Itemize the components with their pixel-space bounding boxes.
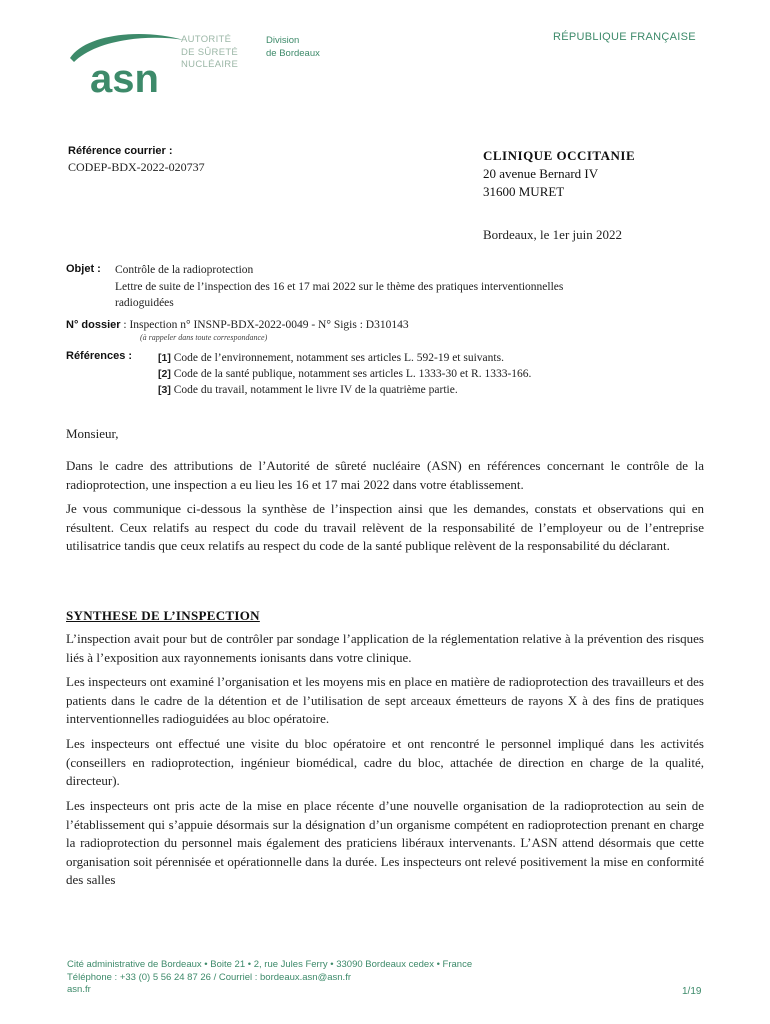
letter-date: Bordeaux, le 1er juin 2022 bbox=[483, 227, 622, 242]
synthese-paragraph: Les inspecteurs ont pris acte de la mise en place récente d’une nouvelle organisation de la radioprotection au sein de l’établissement qui s’appuie désormais sur la désignation d’un organisme compétent en radioprotection prenant en charge la radioprotection du personnel mais également des praticiens libéraux intervenants. L’ASN attend désormais que cette organisation soit pérennisée et opérationnelle dans la durée. Les inspecteurs ont relevé positivement la mise en conformité des salles bbox=[66, 798, 704, 887]
footer-contact: Téléphone : +33 (0) 5 56 24 87 26 / Courriel : bordeaux.asn@asn.fr bbox=[67, 971, 351, 983]
reference-item: [2] Code de la santé publique, notamment ses articles L. 1333-30 et R. 1333-166. bbox=[158, 368, 532, 380]
footer-website: asn.fr bbox=[67, 984, 91, 995]
body-paragraph: Je vous communique ci-dessous la synthèse de l’inspection ainsi que les demandes, constats et observations qui en résultent. Ceux relatifs au respect du code du travail relèvent de la responsabilité de l’employeur ou de l’entreprise utilisatrice tandis que ceux relatifs au respect du code de la santé publique relèvent de la responsabilité du déclarant. bbox=[66, 501, 704, 553]
logo-tagline: AUTORITÉ DE SÛRETÉ NUCLÉAIRE bbox=[181, 34, 239, 70]
objet-label: Objet : bbox=[66, 263, 101, 275]
synthese-paragraph: L’inspection avait pour but de contrôler par sondage l’application de la réglementation relative à la prévention des risques liés à l’exposition aux rayonnements ionisants dans votre clinique. bbox=[66, 631, 704, 665]
section-title: SYNTHESE DE L’INSPECTION bbox=[66, 608, 260, 623]
body-paragraph: Dans le cadre des attributions de l’Autorité de sûreté nucléaire (ASN) en références concernant le contrôle de la radioprotection, une inspection a eu lieu les 16 et 17 mai 2022 dans votre établissement. bbox=[66, 458, 704, 492]
asn-logo bbox=[66, 28, 186, 98]
objet-line-3: radioguidées bbox=[115, 297, 174, 309]
dossier-line bbox=[66, 317, 409, 333]
salutation: Monsieur, bbox=[66, 426, 119, 441]
references-label: Références : bbox=[66, 350, 133, 362]
reference-value: CODEP-BDX-2022-020737 bbox=[68, 160, 205, 174]
division-label: Division de Bordeaux bbox=[266, 35, 320, 59]
dossier-label: N° dossier bbox=[66, 319, 121, 331]
footer bbox=[67, 959, 472, 997]
dossier-value: : Inspection n° INSNP-BDX-2022-0049 - N° Sigis : D310143 bbox=[123, 319, 409, 331]
addressee-name: CLINIQUE OCCITANIE bbox=[483, 148, 636, 163]
republique-francaise: RÉPUBLIQUE FRANÇAISE bbox=[553, 31, 696, 43]
objet-line-2: Lettre de suite de l’inspection des 16 et 17 mai 2022 sur le thème des pratiques interventionnelles bbox=[115, 281, 564, 293]
objet-line-1: Contrôle de la radioprotection bbox=[115, 264, 254, 276]
synthese-paragraph: Les inspecteurs ont effectué une visite du bloc opératoire et ont rencontré le personnel impliqué dans les activités (conseillers en radioprotection, ingénieur biomédical, cadre du bloc, attachée de direction en charge de la qualité, directeur). bbox=[66, 736, 704, 788]
reference-item: [3] Code du travail, notamment le livre IV de la quatrième partie. bbox=[158, 384, 458, 396]
reference-item: [1] Code de l’environnement, notamment ses articles L. 592-19 et suivants. bbox=[158, 352, 504, 364]
addressee-block bbox=[483, 147, 635, 201]
footer-address: Cité administrative de Bordeaux • Boite 21 • 2, rue Jules Ferry • 33090 Bordeaux cedex • France bbox=[67, 959, 473, 970]
addressee-city: 31600 MURET bbox=[483, 184, 565, 199]
logo-text: asn bbox=[90, 57, 159, 98]
addressee-street: 20 avenue Bernard IV bbox=[483, 166, 599, 181]
synthese-paragraph: Les inspecteurs ont examiné l’organisation et les moyens mis en place en matière de radioprotection des travailleurs et des patients dans le cadre de la détention et de l’utilisation de sept arceaux émetteurs de rayons X à des fins de pratiques interventionnelles radioguidées au bloc opératoire. bbox=[66, 674, 704, 726]
page-number: 1/19 bbox=[682, 986, 702, 997]
dossier-note: (à rappeler dans toute correspondance) bbox=[140, 333, 268, 342]
reference-label: Référence courrier : bbox=[68, 145, 173, 157]
